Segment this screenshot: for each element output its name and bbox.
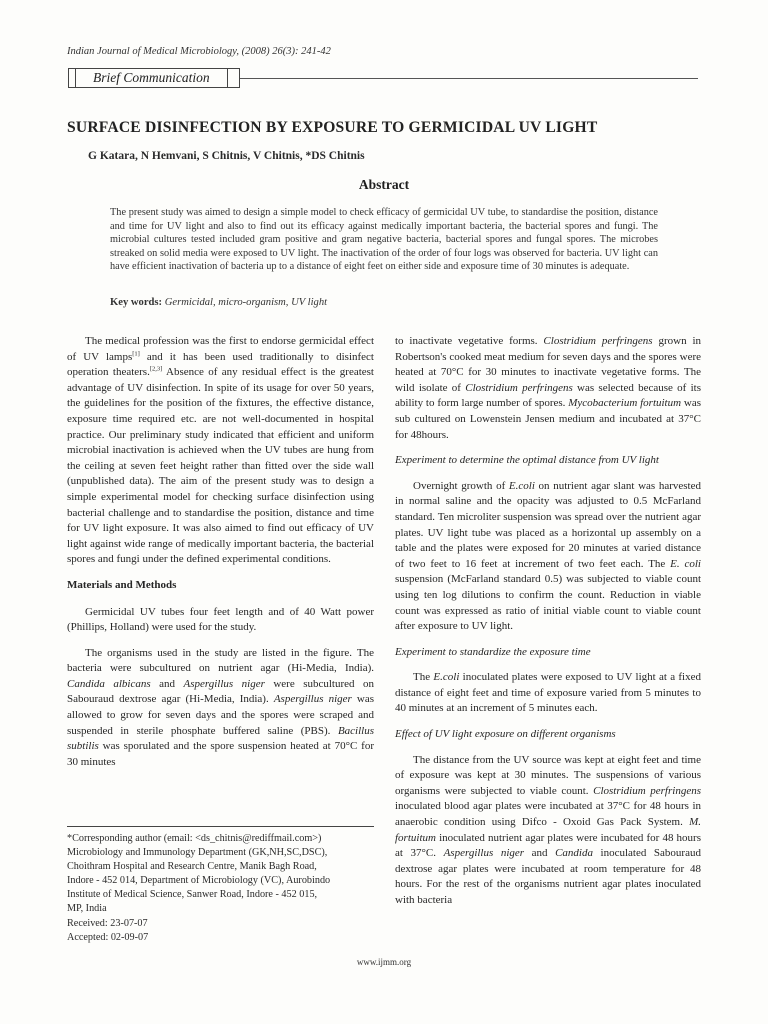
- affiliation-line: MP, India: [67, 903, 107, 915]
- subsection-heading: Effect of UV light exposure on different organisms: [395, 728, 616, 741]
- keywords-list: Germicidal, micro-organism, UV light: [164, 297, 328, 308]
- affiliation-line: Institute of Medical Science, Sanwer Road, Indore - 452 015,: [67, 889, 318, 901]
- received-date: Received: 23-07-07: [67, 917, 148, 929]
- citation-ref[interactable]: [2,3]: [149, 365, 163, 373]
- author-list: G Katara, N Hemvani, S Chitnis, V Chitnis, *DS Chitnis: [88, 150, 365, 162]
- section-label-box: [68, 68, 240, 88]
- section-rule: [240, 78, 698, 79]
- footnote-rule: [67, 826, 374, 827]
- accepted-date: Accepted: 02-09-07: [67, 931, 149, 943]
- journal-header: Indian Journal of Medical Microbiology, (2008) 26(3): 241-42: [67, 46, 331, 57]
- keywords: [110, 297, 327, 308]
- subsection-heading: Experiment to determine the optimal distance from UV light: [395, 454, 659, 467]
- affiliation-line: Microbiology and Immunology Department (GK,NH,SC,DSC),: [67, 847, 328, 859]
- abstract-heading: Abstract: [358, 177, 410, 192]
- section-label-bar-left: [69, 69, 76, 87]
- keywords-label: Key words:: [110, 297, 163, 308]
- intro-paragraph: The medical profession was the first to endorse germicidal effect of UV lamps[1] and it has been used traditionally to disinfect operation theaters.[2,3] Absence of any residual effect is the greatest advantage of UV disinfection. In spite of its usage for over 50 years, the guidelines for the position of the fixtures, the effective distance, exposure time required etc. are not well-documented in hospital practice. Our preliminary study indicated that efficient and uniform microbial inactivation is achieved when the UV tubes are hung from the ceiling at seven feet height rather than fitted over the side wall (unpublished data). The aim of the present study was to design a simple experimental model for checking surface disinfection using bacterial challenge and to standardise the position, distance and time for UV light exposure. It was also aimed to find out efficacy of UV light against wide range of medically important bacteria, the bacterial spores and fungi under the defined experimental conditions.: [67, 335, 374, 566]
- body-paragraph: The organisms used in the study are listed in the figure. The bacteria were subcultured on nutrient agar (Hi-Media, India). Candida albicans and Aspergillus niger were subcultured on Sabouraud dextrose agar (Hi-Media, India). Aspergillus niger was allowed to grow for seven days and the spores were scraped and suspended in sterile phosphate buffered saline (PBS). Bacillus subtilis was sporulated and the spore suspension heated at 70°C for 30 minutes: [67, 646, 374, 768]
- section-label-bar-right: [227, 69, 239, 87]
- subsection-heading: Experiment to standardize the exposure time: [395, 645, 591, 658]
- body-paragraph: to inactivate vegetative forms. Clostridium perfringens grown in Robertson's cooked meat medium for seven days and the spores were heated at 70°C for 30 minutes to inactivate vegetative forms. The wild isolate of Clostridium perfringens was selected because of its ability to form large number of spores. Mycobacterium fortuitum was sub cultured on Lowenstein Jensen medium and incubated at 37°C for 48hours.: [395, 335, 702, 441]
- body-paragraph: The E.coli inoculated plates were exposed to UV light at a fixed distance of eight feet and time of exposure varied from 5 minutes to 40 minutes at an increment of 5 minutes each.: [395, 671, 701, 715]
- body-paragraph: The distance from the UV source was kept at eight feet and time of exposure was kept at 30 minutes. The suspensions of various organisms were subjected to viable count. Clostridium perfringens inoculated blood agar plates were incubated at 37°C for 48 hours in anaerobic condition using Difco - Oxoid Gas Pack System. M. fortuitum inoculated nutrient agar plates were incubated for 48 hours at 37°C. Aspergillus niger and Candida inoculated Sabouraud dextrose agar plates were incubated at room temperature for 48 hours. For the rest of the organisms nutrient agar plates inoculated with bacteria: [395, 753, 701, 906]
- body-paragraph: Overnight growth of E.coli on nutrient agar slant was harvested in normal saline and the opacity was adjusted to 0.5 McFarland standard. Ten microliter suspension was spread over the nutrient agar plates. UV light tube was placed as a horizontal up assembly on a table and the plates were exposed for 20 minutes at varied distance of two feet to 16 feet at increment of two feet each. The E. coli suspension (McFarland standard 0.5) was subjected to viable count using ten log dilutions to confirm the count. Reduction in viable count was expressed as ratio of initial viable count to viable count after exposure to UV light.: [395, 479, 701, 633]
- right-column: [395, 334, 701, 919]
- correspondence-footnote: [67, 832, 377, 945]
- affiliation-line: Indore - 452 014, Department of Microbiology (VC), Aurobindo: [67, 875, 331, 887]
- materials-heading: Materials and Methods: [67, 578, 177, 591]
- affiliation-line: Choithram Hospital and Research Centre, Manik Bagh Road,: [67, 861, 317, 873]
- abstract-text: The present study was aimed to design a simple model to check efficacy of germicidal UV tube, to standardise the position, distance and time for UV light and also to find out its efficacy against medically important bacteria, the bacterial spores and fungi. The microbial cultures tested included gram positive and gram negative bacteria, bacterial spores and fungal spores. The microbes streaked on solid media were exposed to UV light. The inactivation of the order of four logs was observed for bacteria. UV light can have efficient inactivation of bacteria up to a distance of eight feet on either side and exposure time of 30 minutes is adequate.: [110, 207, 658, 273]
- footer-url[interactable]: www.ijmm.org: [356, 957, 412, 967]
- citation-ref[interactable]: [1]: [132, 349, 140, 357]
- left-column: [67, 334, 374, 780]
- article-title: SURFACE DISINFECTION BY EXPOSURE TO GERMICIDAL UV LIGHT: [67, 119, 598, 136]
- body-paragraph: Germicidal UV tubes four feet length and of 40 Watt power (Phillips, Holland) were used for the study.: [67, 605, 374, 634]
- corresponding-author: *Corresponding author (email: <ds_chitnis@rediffmail.com>): [67, 833, 322, 844]
- section-label: Brief Communication: [93, 70, 210, 85]
